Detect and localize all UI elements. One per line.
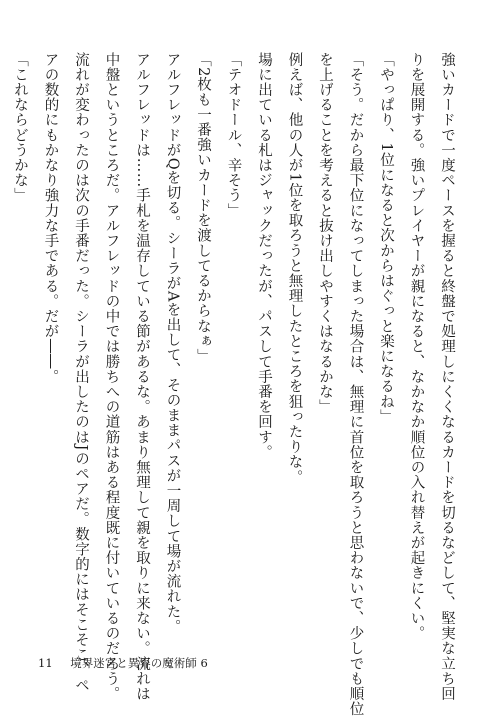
text-line: 中盤というところだ。アルフレッドの中では勝ちへの道筋はある程度既に付いているのだろう。 — [103, 52, 120, 702]
text-line: 場に出ている札はジャックだったが、パスして手番を回す。 — [256, 52, 272, 460]
text-line: 「これならどうかな」 — [12, 52, 28, 203]
page-footer — [38, 655, 208, 671]
text-line: 流れが変わったのは次の手番だった。シーラが出したのはJのペアだ。数字的にはそこそこ、ペ — [73, 52, 89, 693]
text-line: 強いカードで一度ペースを握ると終盤で処理しにくくなるカードを切るなどして、堅実な立ち回 — [439, 52, 455, 702]
text-line: を上げることを考えると抜け出しやすくはなるかな」 — [317, 52, 333, 415]
text-line: 例えば、他の人が1位を取ろうと無理したところを狙ったりな。 — [286, 52, 303, 485]
text-line: アルフレッドは……手札を温存している節があるな。あまり無理して親を取りに来ない。流れは — [134, 52, 150, 702]
text-line: りを展開する。強いプレイヤーが親になると、なかなか順位の入れ替えが起きにくい。 — [408, 52, 425, 641]
book-title: 境界迷宮と異界の魔術師 6 — [70, 656, 208, 670]
page-number: 11 — [38, 656, 53, 670]
text-line: アルフレッドがQを切る。シーラがAを出して、そのままパスが一周して場が流れた。 — [164, 52, 181, 635]
text-line: 「2枚も一番強いカードを渡してるからなぁ」 — [195, 52, 211, 364]
text-line: 「やっぱり、1位になると次からはぐっと楽になるね」 — [378, 52, 394, 425]
text-line: アの数的にもかなり強力な手である。だが――。 — [42, 52, 59, 385]
text-line: 「テオドール、辛そう」 — [225, 52, 242, 219]
text-line — [0, 52, 5, 642]
text-line: 「そう。だから最下位になってしまった場合は、無理に首位を取ろうと思わないで、少しでも順位 — [347, 52, 364, 716]
